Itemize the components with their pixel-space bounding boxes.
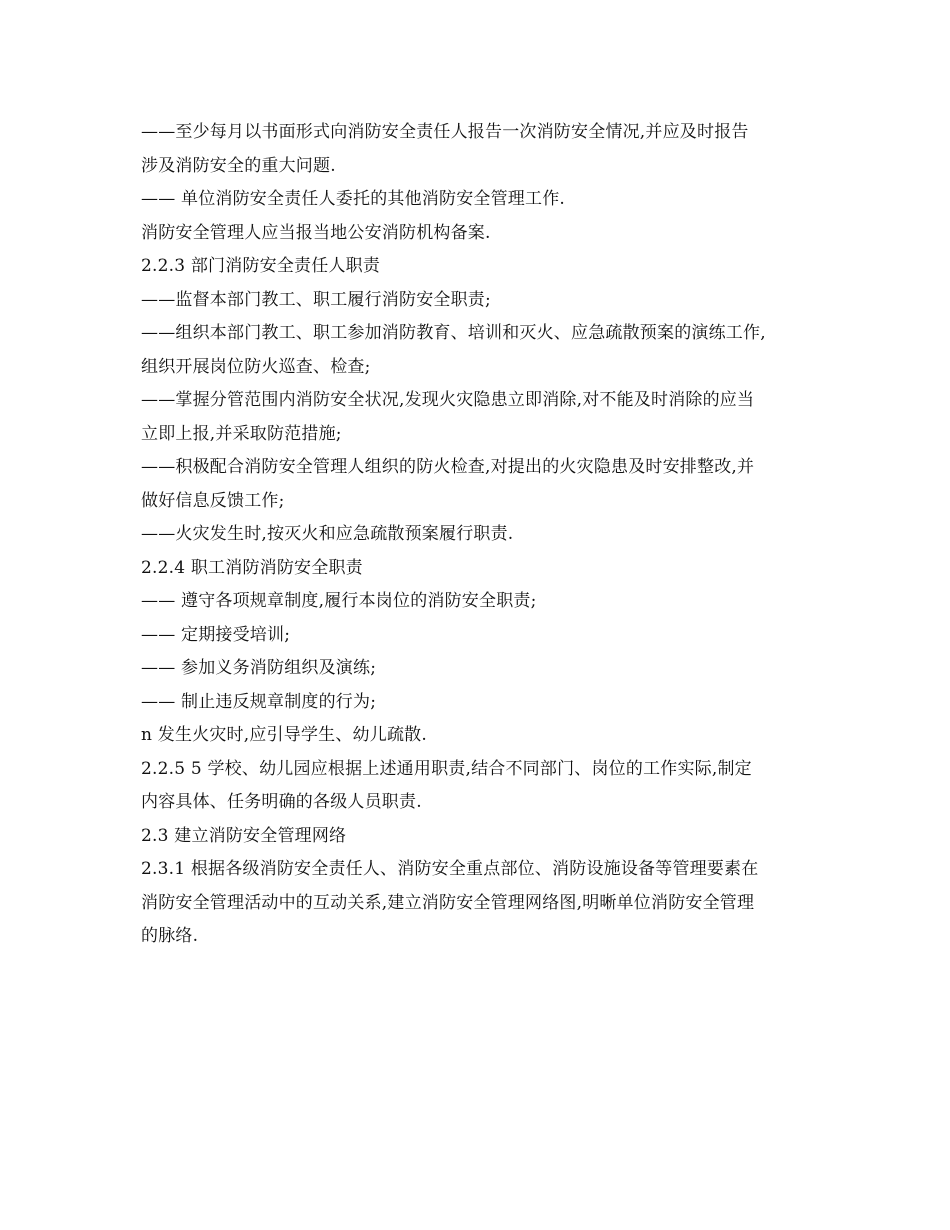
text-line: —— 遵守各项规章制度,履行本岗位的消防安全职责; — [141, 591, 537, 611]
text-line: —— 制止违反规章制度的行为; — [141, 691, 377, 712]
text-line: 组织开展岗位防火巡查、检查; — [141, 356, 371, 377]
text-line: 涉及消防安全的重大问题. — [141, 155, 336, 176]
text-line: 的脉络. — [141, 926, 199, 946]
text-line: 立即上报,并采取防范措施; — [141, 423, 342, 444]
text-line: ——监督本部门教工、职工履行消防安全职责; — [141, 289, 491, 310]
text-line: ——火灾发生时,按灭火和应急疏散预案履行职责. — [141, 524, 514, 544]
text-line: ——掌握分管范围内消防安全状况,发现火灾隐患立即消除,对不能及时消除的应当 — [141, 390, 755, 410]
text-line: —— 定期接受培训; — [141, 624, 291, 645]
text-line: —— 参加义务消防组织及演练; — [141, 658, 377, 678]
text-line: 2.3.1 根据各级消防安全责任人、消防安全重点部位、消防设施设备等管理要素在 — [141, 859, 759, 879]
section-heading: 2.3 建立消防安全管理网络 — [141, 825, 347, 846]
text-line: 消防安全管理活动中的互动关系,建立消防安全管理网络图,明晰单位消防安全管理 — [141, 892, 755, 913]
text-line: ——积极配合消防安全管理人组织的防火检查,对提出的火灾隐患及时安排整改,并 — [141, 457, 755, 477]
text-line: 2.2.5 5 学校、幼儿园应根据上述通用职责,结合不同部门、岗位的工作实际,制定 — [141, 758, 752, 779]
text-line: n 发生火灾时,应引导学生、幼儿疏散. — [141, 725, 427, 745]
text-line: ——至少每月以书面形式向消防安全责任人报告一次消防安全情况,并应及时报告 — [141, 122, 749, 142]
text-line: 做好信息反馈工作; — [141, 490, 285, 511]
text-line: ——组织本部门教工、职工参加消防教育、培训和灭火、应急疏散预案的演练工作, — [141, 323, 766, 343]
section-heading: 2.2.3 部门消防安全责任人职责 — [141, 256, 381, 276]
text-line: 消防安全管理人应当报当地公安消防机构备案. — [141, 222, 491, 243]
section-heading: 2.2.4 职工消防消防安全职责 — [141, 557, 363, 578]
document-body — [141, 116, 831, 954]
text-line: 内容具体、任务明确的各级人员职责. — [141, 792, 422, 812]
text-line: —— 单位消防安全责任人委托的其他消防安全管理工作. — [141, 189, 566, 209]
